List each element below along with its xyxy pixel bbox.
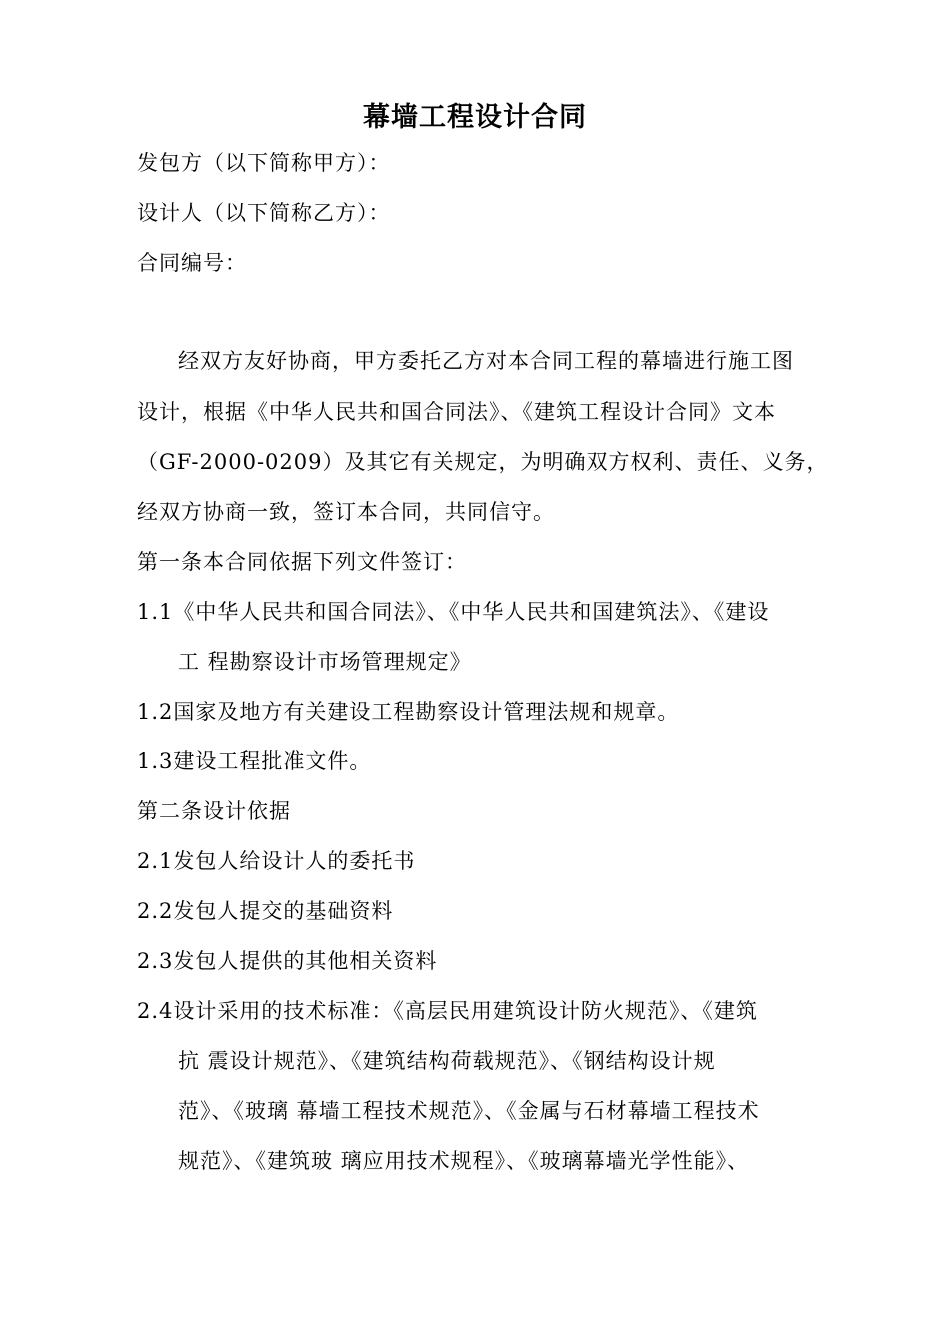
item-2-4-line: 2.4设计采用的技术标准：《高层民用建筑设计防火规范》、《建筑 <box>137 999 758 1023</box>
preamble-line: 经双方友好协商，甲方委托乙方对本合同工程的幕墙进行施工图 <box>178 349 794 373</box>
item-1-2: 1.2国家及地方有关建设工程勘察设计管理法规和规章。 <box>137 700 680 724</box>
contract-number-field: 合同编号： <box>137 251 247 275</box>
preamble-line: 设计，根据《中华人民共和国合同法》、《建筑工程设计合同》文本 <box>137 400 776 424</box>
item-1-1-line: 工 程勘察设计市场管理规定》 <box>178 650 472 674</box>
item-2-3: 2.3发包人提供的其他相关资料 <box>137 949 438 973</box>
designer-field: 设计人（以下简称乙方）： <box>137 201 391 225</box>
item-2-4-line: 抗 震设计规范》、《建筑结构荷载规范》、《钢结构设计规 <box>178 1049 716 1073</box>
item-1-1-line: 1.1《中华人民共和国合同法》、《中华人民共和国建筑法》、《建设 <box>137 600 770 624</box>
item-2-4-line: 范》、《玻璃 幕墙工程技术规范》、《金属与石材幕墙工程技术 <box>178 1099 760 1123</box>
item-1-3: 1.3建设工程批准文件。 <box>137 749 372 773</box>
article2-heading: 第二条设计依据 <box>137 799 291 823</box>
article1-heading: 第一条本合同依据下列文件签订： <box>137 550 467 574</box>
item-2-1: 2.1发包人给设计人的委托书 <box>137 849 416 873</box>
employer-field: 发包方（以下简称甲方）： <box>137 151 391 175</box>
preamble-line: （GF-2000-0209）及其它有关规定，为明确双方权利、责任、义务， <box>137 450 829 474</box>
document-title: 幕墙工程设计合同 <box>363 102 587 133</box>
preamble-line: 经双方协商一致，签订本合同，共同信守。 <box>137 500 555 524</box>
item-2-2: 2.2发包人提交的基础资料 <box>137 899 394 923</box>
item-2-4-line: 规范》、《建筑玻 璃应用技术规程》、《玻璃幕墙光学性能》、 <box>178 1149 750 1173</box>
